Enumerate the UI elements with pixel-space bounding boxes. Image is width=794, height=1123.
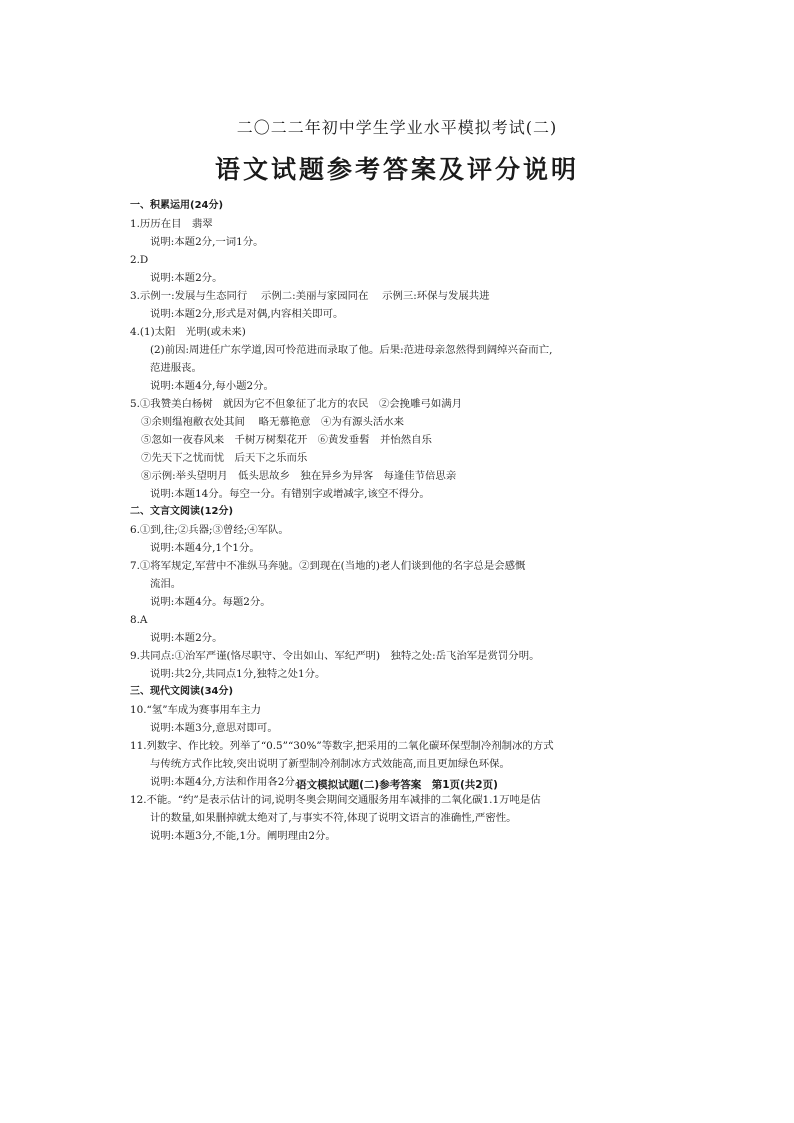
section-heading: 三、现代文阅读(34分) (130, 686, 234, 697)
answer-item: 11.列数字、作比较。列举了“0.5”“30%”等数字,把采用的二氧化碳环保型制冷剂制冰的方式 (130, 740, 554, 752)
answer-note: 说明:本题2分,一词1分。 (150, 236, 264, 248)
answer-item: 9.共同点:①治军严谨(恪尽职守、令出如山、军纪严明) 独特之处:岳飞治军是赏罚分明。 (130, 650, 540, 662)
answer-item: 10.“氢”车成为赛事用车主力 (130, 704, 262, 716)
answer-item: ⑦先天下之忧而忧 后天下之乐而乐 (141, 452, 308, 464)
section-heading: 一、积累运用(24分) (130, 200, 224, 211)
section-heading: 二、文言文阅读(12分) (130, 506, 234, 517)
answer-note: 说明:本题2分。 (150, 632, 223, 644)
answer-item: ⑤忽如一夜春风来 千树万树梨花开 ⑥黄发垂髫 并怡然自乐 (141, 434, 432, 446)
answer-note: 范进服丧。 (150, 362, 202, 374)
answer-note: 说明:本题14分。每空一分。有错别字或增减字,该空不得分。 (150, 488, 430, 500)
answer-item: 7.①将军规定,军营中不准纵马奔驰。②到现在(当地的)老人们谈到他的名字总是会感慨 (130, 560, 526, 572)
page-title: 语文试题参考答案及评分说明 (214, 155, 579, 184)
answer-item: ③余则缊袍敝衣处其间 略无慕艳意 ④为有源头活水来 (141, 416, 405, 428)
answer-item: 1.历历在目 翡翠 (130, 218, 213, 230)
answer-item: 12.不能。“约”是表示估计的词,说明冬奥会期间交通服务用车减排的二氧化碳1.1万吨是估 (130, 794, 541, 806)
answer-note: 说明:本题2分,形式是对偶,内容相关即可。 (150, 308, 344, 320)
answer-item: 6.①到,往;②兵器;③曾经;④军队。 (130, 524, 289, 536)
answer-note: (2)前因:周进任广东学道,因可怜范进而录取了他。后果:范进母亲忽然得到阔绰兴奋而亡, (150, 344, 553, 356)
answer-content (130, 197, 620, 845)
answer-note: 与传统方式作比较,突出说明了新型制冷剂制冰方式效能高,而且更加绿色环保。 (150, 758, 510, 770)
answer-item: 8.A (130, 614, 148, 626)
answer-note: 说明:本题3分,不能,1分。阐明理由2分。 (150, 830, 336, 842)
answer-note: 说明:共2分,共同点1分,独特之处1分。 (150, 668, 326, 680)
answer-note: 流泪。 (150, 578, 182, 590)
answer-note: 计的数量,如果删掉就太绝对了,与事实不符,体现了说明文语言的准确性,严密性。 (150, 812, 517, 824)
answer-note: 说明:本题2分。 (150, 272, 223, 284)
answer-note: 说明:本题4分,每小题2分。 (150, 380, 274, 392)
answer-item: ⑧示例:举头望明月 低头思故乡 独在异乡为异客 每逢佳节倍思亲 (141, 470, 457, 482)
answer-item: 5.①我赞美白杨树 就因为它不但象征了北方的农民 ②会挽雕弓如满月 (130, 398, 463, 410)
page-footer: 语文模拟试题(二)参考答案 第1页(共2页) (296, 779, 498, 791)
exam-supertitle: 二〇二二年初中学生学业水平模拟考试(二) (236, 118, 558, 137)
answer-note: 说明:本题4分,1个1分。 (150, 542, 260, 554)
answer-note: 说明:本题4分,方法和作用各2分。 (150, 776, 306, 788)
answer-note: 说明:本题4分。每题2分。 (150, 596, 271, 608)
answer-item: 3.示例一:发展与生态同行 示例二:美丽与家园同在 示例三:环保与发展共进 (130, 290, 490, 302)
answer-item: 4.(1)太阳 光明(或未来) (130, 326, 246, 338)
answer-note: 说明:本题3分,意思对即可。 (150, 722, 278, 734)
answer-item: 2.D (130, 254, 149, 266)
